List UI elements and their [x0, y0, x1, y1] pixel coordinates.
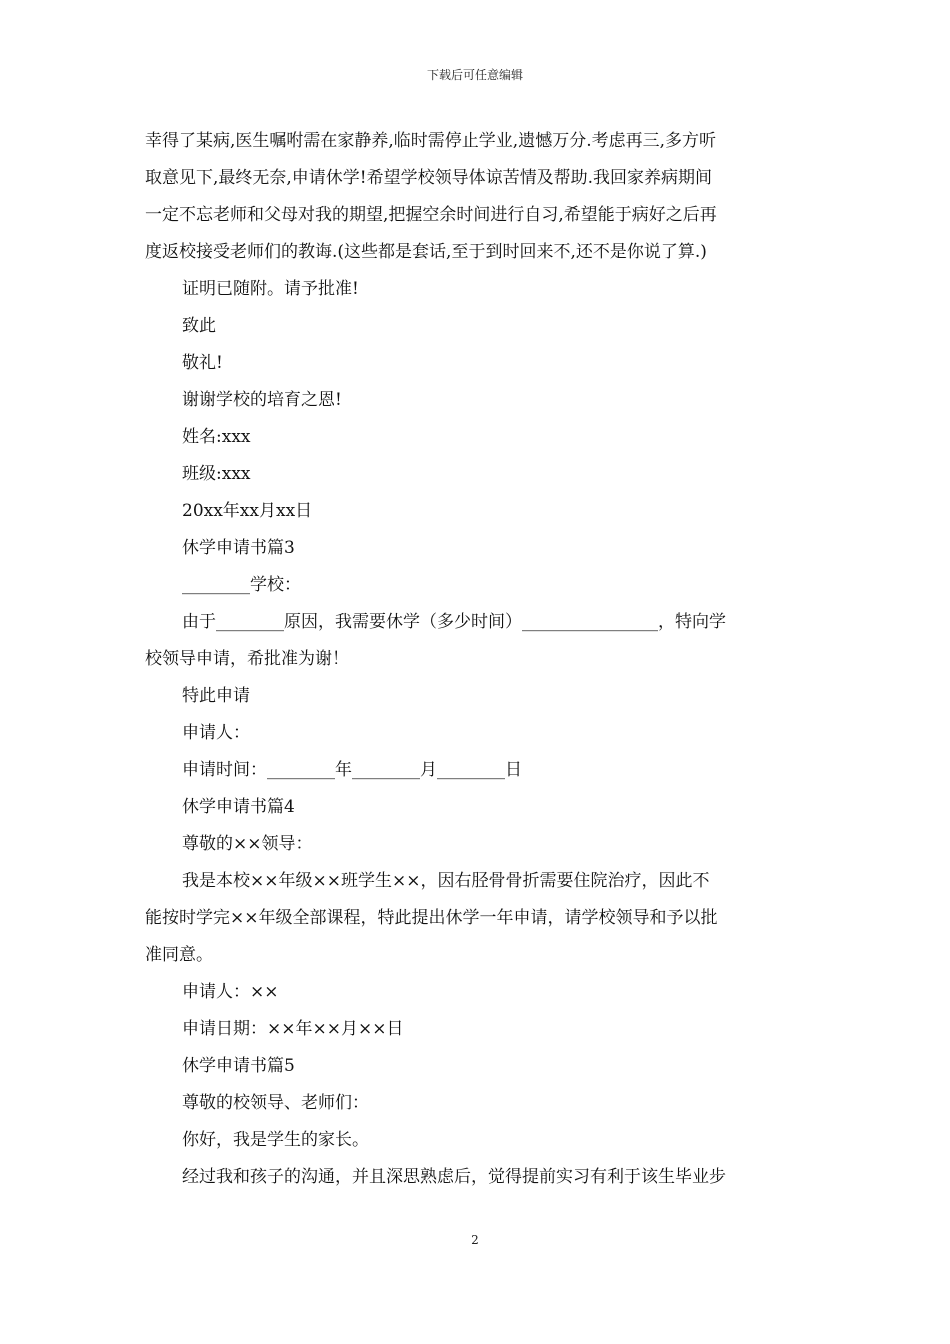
paragraph-line: 申请日期：××年××月××日 [182, 1019, 404, 1039]
paragraph-line: 特此申请 [182, 686, 250, 706]
paragraph-line: 能按时学完××年级全部课程，特此提出休学一年申请，请学校领导和予以批 [145, 908, 718, 928]
paragraph-line: 我是本校××年级××班学生××，因右胫骨骨折需要住院治疗，因此不 [182, 871, 710, 891]
paragraph-line: 你好，我是学生的家长。 [182, 1130, 369, 1150]
paragraph-line: 度返校接受老师们的教诲.(这些都是套话,至于到时回来不,还不是你说了算.) [145, 242, 707, 262]
page-number: 2 [471, 1233, 479, 1247]
paragraph-line: ________学校： [182, 575, 301, 595]
section-heading: 休学申请书篇4 [182, 797, 295, 817]
section-heading: 休学申请书篇5 [182, 1056, 295, 1076]
section-heading: 休学申请书篇3 [182, 538, 295, 558]
paragraph-line: 幸得了某病,医生嘱咐需在家静养,临时需停止学业,遗憾万分.考虑再三,多方听 [145, 131, 717, 151]
paragraph-line: 一定不忘老师和父母对我的期望,把握空余时间进行自习,希望能于病好之后再 [145, 205, 717, 225]
paragraph-line: 由于________原因，我需要休学（多少时间）________________，特向学 [182, 612, 726, 632]
paragraph-line: 证明已随附。请予批准! [182, 279, 359, 299]
paragraph-line: 致此 [182, 316, 216, 336]
paragraph-line: 班级:xxx [182, 464, 251, 484]
paragraph-line: 申请人： [182, 723, 250, 743]
paragraph-line: 尊敬的校领导、老师们： [182, 1093, 369, 1113]
paragraph-line: 申请时间：________年________月________日 [182, 760, 522, 780]
paragraph-line: 敬礼! [182, 353, 223, 373]
paragraph-line: 尊敬的××领导： [182, 834, 313, 854]
document-body [145, 123, 807, 1196]
paragraph-line: 谢谢学校的培育之恩! [182, 390, 342, 410]
paragraph-line: 申请人：×× [182, 982, 279, 1002]
paragraph-line: 姓名:xxx [182, 427, 251, 447]
paragraph-line: 取意见下,最终无奈,申请休学!希望学校领导体谅苦情及帮助.我回家养病期间 [145, 168, 713, 188]
page-header: 下载后可任意编辑 [426, 68, 523, 82]
paragraph-line: 准同意。 [145, 945, 213, 965]
paragraph-line: 20xx年xx月xx日 [182, 501, 313, 521]
paragraph-line: 经过我和孩子的沟通，并且深思熟虑后，觉得提前实习有利于该生毕业步 [182, 1167, 726, 1187]
paragraph-line: 校领导申请，希批准为谢！ [145, 649, 349, 669]
